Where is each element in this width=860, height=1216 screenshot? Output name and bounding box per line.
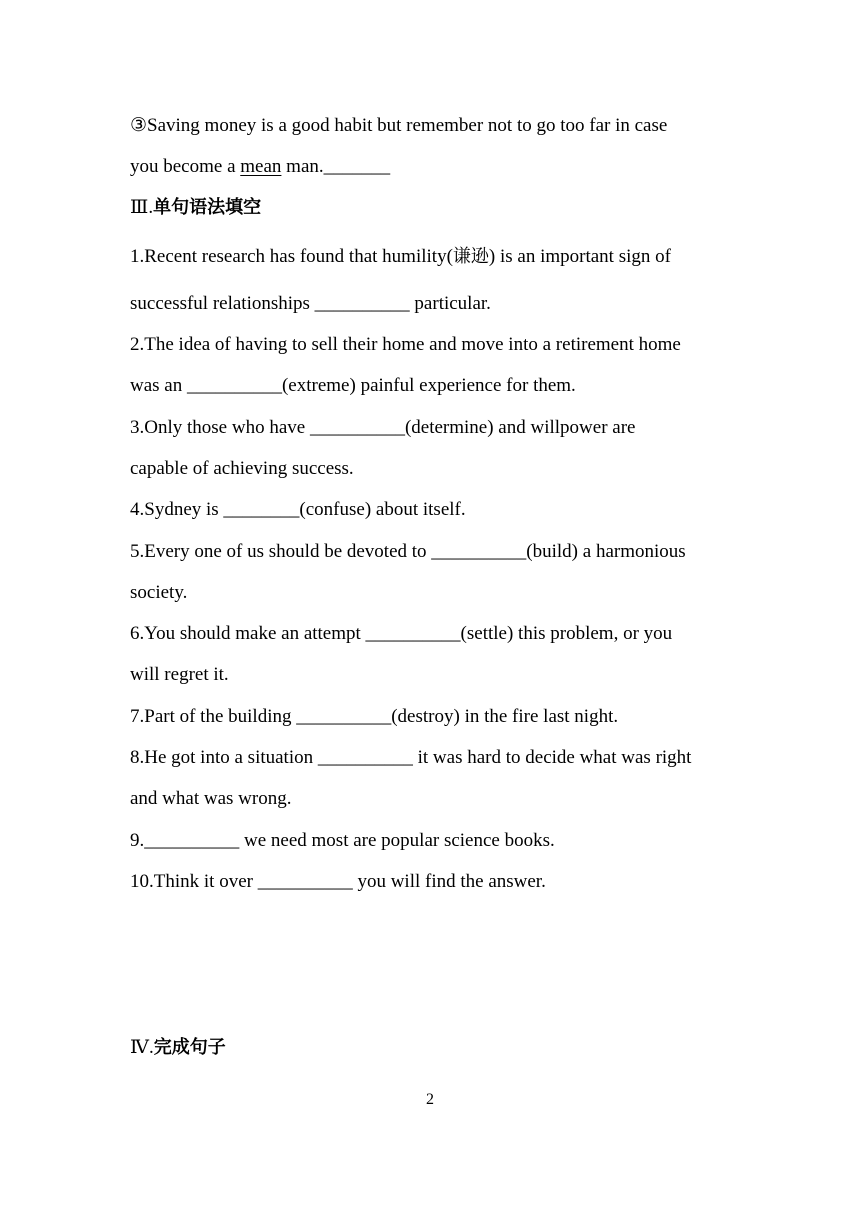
question-3-line-2: capable of achieving success. (130, 458, 354, 479)
question-10-line-1: 10.Think it over __________ you will find the answer. (130, 871, 546, 892)
question-1-line-1: 1.Recent research has found that humility(谦逊) is an important sign of (130, 246, 671, 267)
section-4-title: 完成句子 (153, 1037, 226, 1058)
section-3-numeral: Ⅲ. (130, 197, 154, 218)
question-2-line-2: was an __________(extreme) painful experience for them. (130, 375, 576, 396)
question-1-line-2: successful relationships __________ particular. (130, 293, 491, 314)
section-4-heading (130, 1036, 226, 1060)
question-4-line-1: 4.Sydney is ________(confuse) about itself. (130, 499, 466, 520)
question-8-line-2: and what was wrong. (130, 788, 292, 809)
section-4-numeral: Ⅳ. (130, 1037, 154, 1058)
question-8-line-1: 8.He got into a situation __________ it was hard to decide what was right (130, 747, 692, 768)
section-3-heading (130, 196, 261, 220)
page-number: 2 (426, 1091, 434, 1108)
question-6-line-1: 6.You should make an attempt __________(settle) this problem, or you (130, 623, 673, 644)
section-3-title: 单句语法填空 (153, 197, 262, 218)
question-3-line-1: 3.Only those who have __________(determine) and willpower are (130, 417, 636, 438)
question-5-line-1: 5.Every one of us should be devoted to __________(build) a harmonious (130, 541, 686, 562)
question-6-line-2: will regret it. (130, 664, 229, 685)
item-3-line-2: you become a mean man._______ (130, 156, 391, 177)
question-5-line-2: society. (130, 582, 188, 603)
question-2-line-1: 2.The idea of having to sell their home and move into a retirement home (130, 334, 681, 355)
underlined-word: mean (240, 156, 282, 177)
question-7-line-1: 7.Part of the building __________(destroy) in the fire last night. (130, 706, 619, 727)
chinese-gloss: 谦逊 (452, 246, 489, 267)
item-3-line-1: ③Saving money is a good habit but remember not to go too far in case (130, 115, 668, 136)
question-9-line-1: 9.__________ we need most are popular science books. (130, 830, 555, 851)
